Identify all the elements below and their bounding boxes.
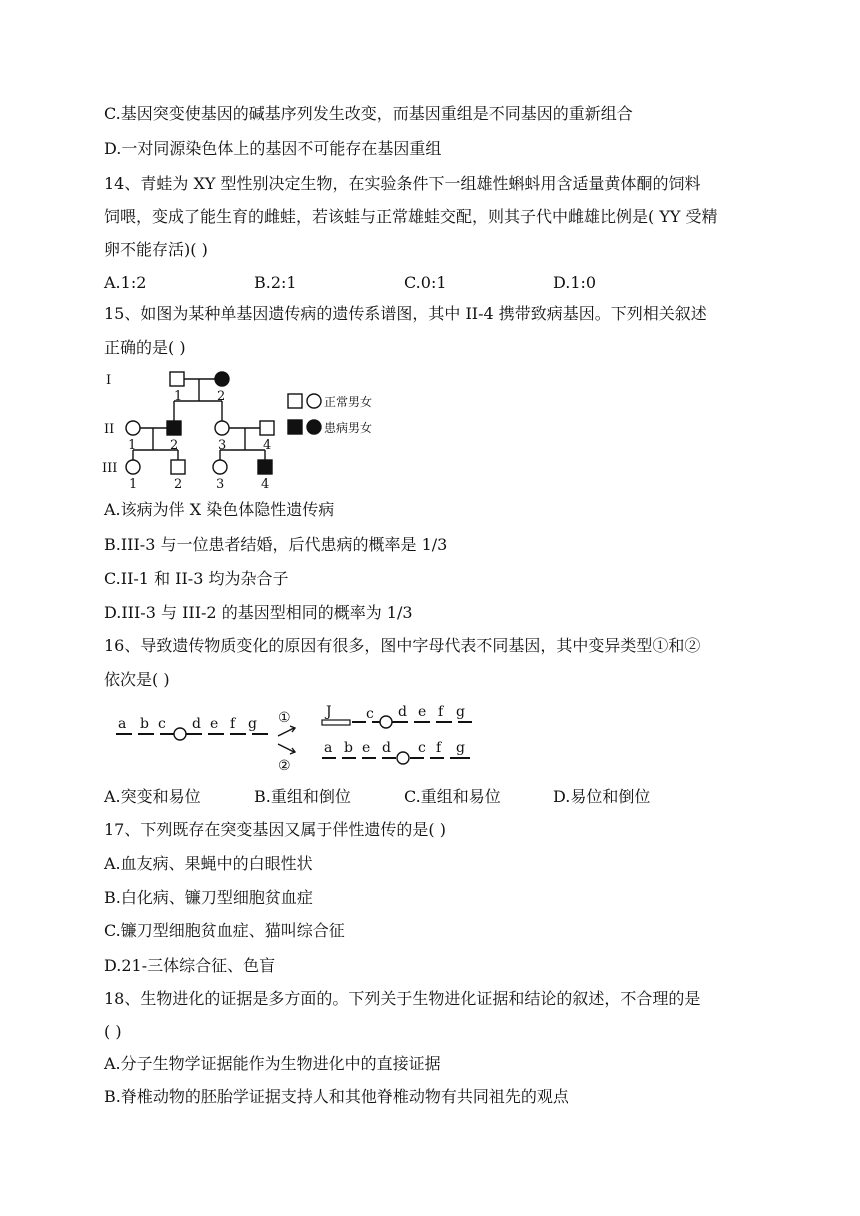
gen-label-3: III <box>102 461 118 476</box>
q15-option-b[interactable]: B.III-3 与一位患者结婚，后代患病的概率是 1/3 <box>104 535 448 554</box>
gen-label-1: I <box>106 373 112 388</box>
ind-III-2: 2 <box>174 477 183 489</box>
mut1-gene-e: e <box>418 704 427 720</box>
q14-option-a[interactable]: A.1:2 <box>104 273 147 292</box>
q14-option-d[interactable]: D.1:0 <box>553 273 597 292</box>
mut2-gene-b: b <box>344 740 353 756</box>
gene-f: f <box>230 716 236 732</box>
chromosome-variation-diagram <box>110 702 480 777</box>
ind-III-1: 1 <box>129 477 138 489</box>
mut2-gene-c: c <box>418 740 426 756</box>
ind-I-1: 1 <box>174 389 183 404</box>
q16-option-b[interactable]: B.重组和倒位 <box>254 787 351 806</box>
ind-II-4: 4 <box>263 438 272 453</box>
gene-e: e <box>210 716 219 732</box>
q15-stem-line-1: 15、如图为某种单基因遗传病的遗传系谱图，其中 II-4 携带致病基因。下列相关叙述 <box>104 304 707 323</box>
mut1-gene-f: f <box>438 704 444 720</box>
ind-II-2: 2 <box>170 438 179 453</box>
mutation-2-label: ② <box>278 758 291 774</box>
q16-option-c[interactable]: C.重组和易位 <box>404 787 501 806</box>
gene-a: a <box>118 716 127 732</box>
gene-g: g <box>248 716 257 732</box>
q17-option-c[interactable]: C.镰刀型细胞贫血症、猫叫综合征 <box>104 921 345 940</box>
mut2-gene-e: e <box>362 740 371 756</box>
mut1-gene-c: c <box>366 706 374 722</box>
ind-II-3: 3 <box>218 438 227 453</box>
q14-option-c[interactable]: C.0:1 <box>404 273 447 292</box>
q17-stem: 17、下列既存在突变基因又属于伴性遗传的是( ) <box>104 820 446 839</box>
legend-normal: 正常男女 <box>324 395 373 409</box>
q18-stem-line-1: 18、生物进化的证据是多方面的。下列关于生物进化证据和结论的叙述，不合理的是 <box>104 989 701 1008</box>
option-d-q13: D.一对同源染色体上的基因不可能存在基因重组 <box>104 139 442 158</box>
mut1-gene-g: g <box>456 704 465 720</box>
q14-option-b[interactable]: B.2:1 <box>254 273 297 292</box>
q15-option-d[interactable]: D.III-3 与 III-2 的基因型相同的概率为 1/3 <box>104 603 413 622</box>
gen-label-2: II <box>104 422 115 437</box>
q16-stem-line-1: 16、导致遗传物质变化的原因有很多，图中字母代表不同基因，其中变异类型①和② <box>104 636 701 655</box>
gene-b: b <box>140 716 149 732</box>
q15-option-c[interactable]: C.II-1 和 II-3 均为杂合子 <box>104 569 289 588</box>
q16-stem-line-2: 依次是( ) <box>104 670 170 689</box>
ind-III-4: 4 <box>261 477 270 489</box>
mut1-gene-d: d <box>398 704 407 720</box>
q16-option-a[interactable]: A.突变和易位 <box>104 787 201 806</box>
q17-option-a[interactable]: A.血友病、果蝇中的白眼性状 <box>104 854 313 873</box>
q17-option-d[interactable]: D.21-三体综合征、色盲 <box>104 956 276 975</box>
mut2-gene-a: a <box>324 740 333 756</box>
q18-option-b[interactable]: B.脊椎动物的胚胎学证据支持人和其他脊椎动物有共同祖先的观点 <box>104 1087 569 1106</box>
q14-stem-line-2: 饲喂，变成了能生育的雌蛙，若该蛙与正常雄蛙交配，则其子代中雌雄比例是( YY 受精 <box>104 207 718 226</box>
q18-stem-line-2: ( ) <box>104 1022 122 1041</box>
q15-stem-line-2: 正确的是( ) <box>104 338 186 357</box>
legend-affected: 患病男女 <box>324 421 373 435</box>
q15-option-a[interactable]: A.该病为伴 X 染色体隐性遗传病 <box>104 500 335 519</box>
mut2-gene-f: f <box>436 740 442 756</box>
q16-option-d[interactable]: D.易位和倒位 <box>553 787 651 806</box>
option-c-q13: C.基因突变使基因的碱基序列发生改变，而基因重组是不同基因的重新组合 <box>104 104 633 123</box>
q14-stem-line-3: 卵不能存活)( ) <box>104 240 208 259</box>
pedigree-diagram <box>100 364 400 489</box>
mut1-gene-J: J <box>326 704 332 720</box>
ind-I-2: 2 <box>217 389 226 404</box>
q18-option-a[interactable]: A.分子生物学证据能作为生物进化中的直接证据 <box>104 1054 441 1073</box>
mut2-gene-g: g <box>456 740 465 756</box>
ind-III-3: 3 <box>216 477 225 489</box>
gene-c: c <box>158 716 166 732</box>
ind-II-1: 1 <box>128 438 137 453</box>
mut2-gene-d: d <box>382 740 391 756</box>
q17-option-b[interactable]: B.白化病、镰刀型细胞贫血症 <box>104 888 313 907</box>
gene-d: d <box>192 716 201 732</box>
q14-stem-line-1: 14、青蛙为 XY 型性别决定生物，在实验条件下一组雄性蝌蚪用含适量黄体酮的饲料 <box>104 174 701 193</box>
mutation-1-label: ① <box>278 710 291 726</box>
